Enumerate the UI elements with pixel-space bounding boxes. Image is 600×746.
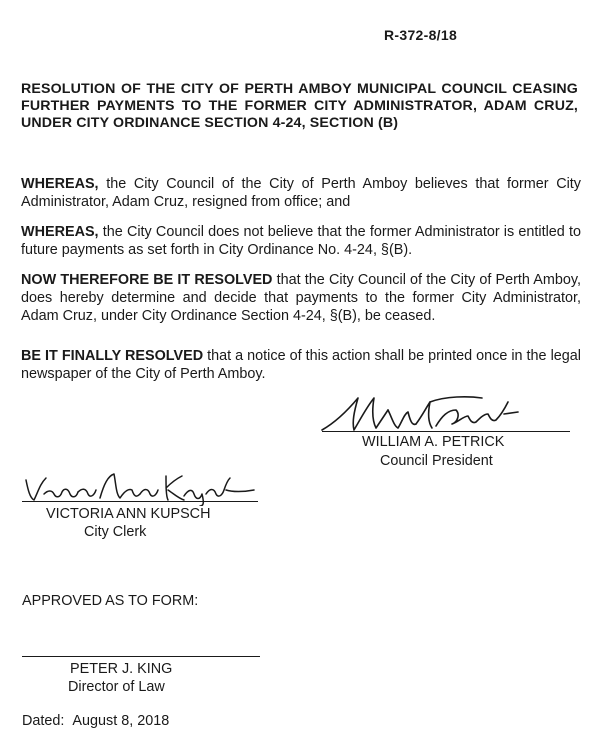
whereas-paragraph-2: [21, 223, 581, 259]
dated-value: August 8, 2018: [72, 713, 170, 729]
president-signature-line: [322, 431, 570, 432]
president-title: Council President: [380, 453, 493, 469]
clerk-name: VICTORIA ANN KUPSCH: [46, 506, 211, 522]
paragraph-text: that the City Council of the City of Perth Amboy, does hereby determine and decide that payments to the former City Administrator, Adam Cruz, under City Ordinance Section 4-24, §(B), be ceased.: [21, 272, 581, 324]
resolved-paragraph: [21, 271, 581, 325]
paragraph-lead: NOW THEREFORE BE IT RESOLVED: [21, 272, 273, 288]
law-title: Director of Law: [68, 679, 165, 695]
clerk-title: City Clerk: [84, 524, 147, 540]
paragraph-lead: WHEREAS,: [21, 176, 99, 192]
president-signature: [318, 392, 528, 434]
paragraph-lead: WHEREAS,: [21, 224, 99, 240]
president-name: WILLIAM A. PETRICK: [362, 434, 505, 450]
finally-resolved-paragraph: [21, 347, 581, 383]
paragraph-lead: BE IT FINALLY RESOLVED: [21, 348, 204, 364]
whereas-paragraph-1: [21, 175, 581, 211]
approved-as-to-form-label: APPROVED AS TO FORM:: [22, 593, 199, 609]
resolution-title: RESOLUTION OF THE CITY OF PERTH AMBOY MUNICIPAL COUNCIL CEASING FURTHER PAYMENTS TO THE FORMER CITY ADMINISTRATOR, ADAM CRUZ, UNDER CITY ORDINANCE SECTION 4-24, SECTION (B): [21, 81, 578, 131]
clerk-signature-line: [22, 501, 258, 502]
paragraph-text: the City Council does not believe that the former Administrator is entitled to future payments as set forth in City Ordinance No. 4-24, §(B).: [21, 224, 581, 258]
paragraph-text: the City Council of the City of Perth Amboy believes that former City Administrator, Adam Cruz, resigned from office; and: [21, 176, 581, 210]
law-signature-line: [22, 656, 260, 657]
dated-line: [22, 712, 169, 730]
law-name: PETER J. KING: [70, 661, 173, 677]
dated-label: Dated:: [22, 713, 65, 729]
resolution-number: R-372-8/18: [384, 27, 458, 43]
paragraph-text: that a notice of this action shall be printed once in the legal newspaper of the City of Perth Amboy.: [21, 348, 581, 382]
